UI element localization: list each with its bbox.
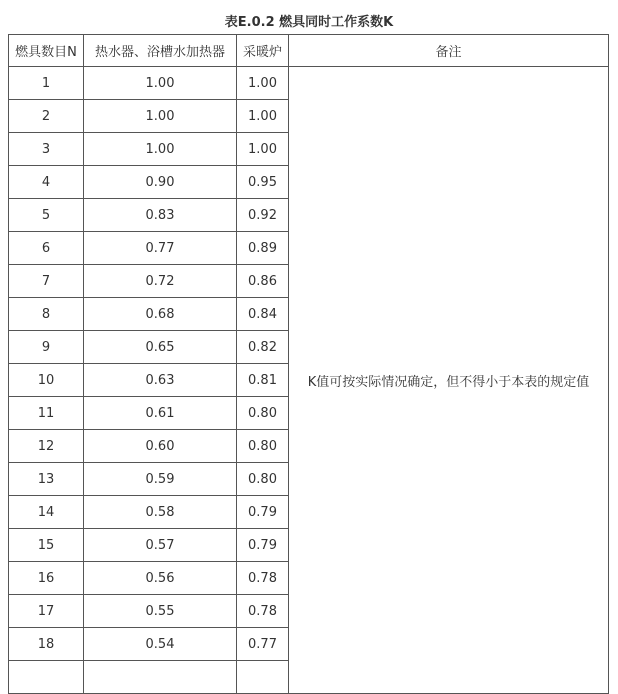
cell-count: 5 <box>9 199 84 232</box>
cell-count: 13 <box>9 463 84 496</box>
header-remarks: 备注 <box>289 35 609 67</box>
remarks-cell: K值可按实际情况确定，但不得小于本表的规定值 <box>289 67 609 694</box>
cell-heating-stove: 0.92 <box>237 199 289 232</box>
table-title: 表E.0.2 燃具同时工作系数K <box>224 15 394 30</box>
cell-water-heater: 0.57 <box>84 529 237 562</box>
cell-heating-stove: 0.79 <box>237 529 289 562</box>
cell-heating-stove: 0.82 <box>237 331 289 364</box>
cell-water-heater: 0.58 <box>84 496 237 529</box>
cell-count: 18 <box>9 628 84 661</box>
cell-count: 7 <box>9 265 84 298</box>
cell-heating-stove: 0.80 <box>237 463 289 496</box>
cell-heating-stove: 0.80 <box>237 430 289 463</box>
coefficient-table <box>8 34 609 694</box>
cell-water-heater: 0.90 <box>84 166 237 199</box>
cell-count: 16 <box>9 562 84 595</box>
cell-heating-stove: 0.78 <box>237 562 289 595</box>
cell-count: 14 <box>9 496 84 529</box>
cell-heating-stove: 1.00 <box>237 100 289 133</box>
cell-heating-stove: 0.95 <box>237 166 289 199</box>
cell-empty <box>84 661 237 694</box>
header-water-heater: 热水器、浴槽水加热器 <box>84 35 237 67</box>
cell-heating-stove: 1.00 <box>237 133 289 166</box>
cell-count: 8 <box>9 298 84 331</box>
cell-count: 6 <box>9 232 84 265</box>
cell-water-heater: 1.00 <box>84 67 237 100</box>
cell-empty <box>237 661 289 694</box>
cell-heating-stove: 0.86 <box>237 265 289 298</box>
cell-water-heater: 0.83 <box>84 199 237 232</box>
cell-water-heater: 0.63 <box>84 364 237 397</box>
cell-count: 4 <box>9 166 84 199</box>
cell-water-heater: 1.00 <box>84 133 237 166</box>
cell-water-heater: 1.00 <box>84 100 237 133</box>
cell-water-heater: 0.77 <box>84 232 237 265</box>
cell-heating-stove: 0.81 <box>237 364 289 397</box>
cell-count: 11 <box>9 397 84 430</box>
cell-heating-stove: 0.78 <box>237 595 289 628</box>
cell-heating-stove: 0.89 <box>237 232 289 265</box>
cell-water-heater: 0.65 <box>84 331 237 364</box>
cell-water-heater: 0.68 <box>84 298 237 331</box>
cell-water-heater: 0.59 <box>84 463 237 496</box>
table-row <box>9 67 609 100</box>
cell-water-heater: 0.72 <box>84 265 237 298</box>
cell-count: 10 <box>9 364 84 397</box>
cell-heating-stove: 0.79 <box>237 496 289 529</box>
header-row <box>9 35 609 67</box>
cell-water-heater: 0.60 <box>84 430 237 463</box>
header-count: 燃具数目N <box>9 35 84 67</box>
cell-count: 2 <box>9 100 84 133</box>
cell-water-heater: 0.55 <box>84 595 237 628</box>
cell-count: 17 <box>9 595 84 628</box>
cell-count: 12 <box>9 430 84 463</box>
cell-heating-stove: 0.80 <box>237 397 289 430</box>
cell-water-heater: 0.54 <box>84 628 237 661</box>
cell-empty <box>9 661 84 694</box>
header-heating-stove: 采暖炉 <box>237 35 289 67</box>
cell-count: 3 <box>9 133 84 166</box>
cell-heating-stove: 1.00 <box>237 67 289 100</box>
cell-count: 15 <box>9 529 84 562</box>
cell-count: 9 <box>9 331 84 364</box>
cell-heating-stove: 0.84 <box>237 298 289 331</box>
cell-heating-stove: 0.77 <box>237 628 289 661</box>
cell-water-heater: 0.56 <box>84 562 237 595</box>
cell-water-heater: 0.61 <box>84 397 237 430</box>
cell-count: 1 <box>9 67 84 100</box>
